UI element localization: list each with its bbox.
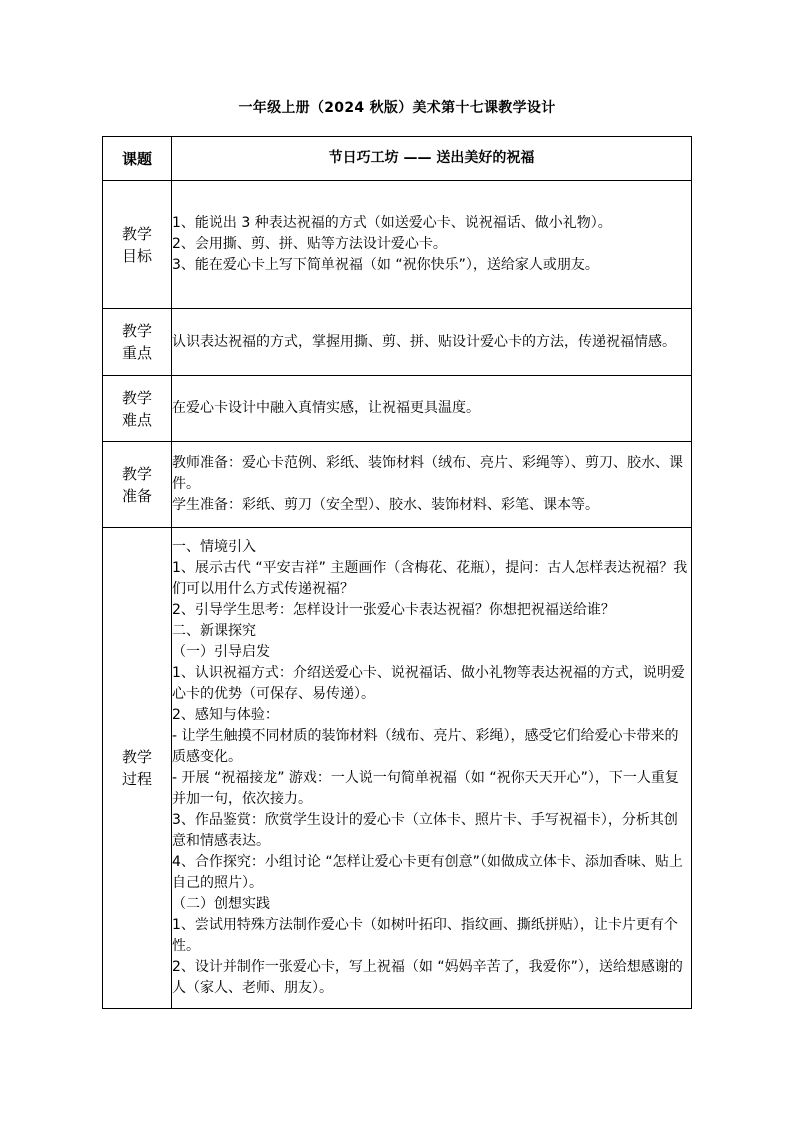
difficulties-row	[103, 376, 692, 442]
difficulties-label: 教学难点	[121, 388, 152, 429]
objectives-line: 1、能说出 3 种表达祝福的方式（如送爱心卡、说祝福话、做小礼物）。	[172, 215, 612, 231]
document-title: 一年级上册（2024 秋版）美术第十七课教学设计	[238, 100, 556, 116]
process-line: 3、作品鉴赏：欣赏学生设计的爱心卡（立体卡、照片卡、手写祝福卡），分析其创意和情感表达。	[172, 812, 678, 849]
process-line: 4、合作探究：小组讨论 “怎样让爱心卡更有创意”（如做成立体卡、添加香味、贴上自己的照片）。	[172, 854, 683, 891]
topic-value: 节日巧工坊 —— 送出美好的祝福	[172, 137, 692, 181]
process-line: 2、设计并制作一张爱心卡，写上祝福（如 “妈妈辛苦了，我爱你”），送给想感谢的人（家人、老师、朋友）。	[172, 959, 683, 996]
objectives-line: 2、会用撕、剪、拼、贴等方法设计爱心卡。	[172, 236, 447, 252]
process-line: 2、感知与体验：	[172, 707, 279, 723]
process-line: （一）引导启发	[172, 644, 270, 660]
preparation-line: 教师准备：爱心卡范例、彩纸、装饰材料（绒布、亮片、彩绳等）、剪刀、胶水、课件。	[172, 455, 683, 492]
objectives-label-cell	[103, 181, 172, 309]
objectives-content	[172, 181, 692, 309]
topic-row	[103, 137, 692, 181]
topic-label-cell	[103, 137, 172, 181]
preparation-line: 学生准备：彩纸、剪刀（安全型）、胶水、装饰材料、彩笔、课本等。	[172, 497, 599, 513]
process-label-cell	[103, 528, 172, 1009]
key-points-row	[103, 309, 692, 376]
process-content	[172, 528, 692, 1009]
key-points-content	[172, 309, 692, 376]
preparation-row	[103, 442, 692, 528]
process-row	[103, 528, 692, 1009]
process-line: - 让学生触摸不同材质的装饰材料（绒布、亮片、彩绳），感受它们给爱心卡带来的质感变化。	[172, 728, 679, 765]
difficulties-line: 在爱心卡设计中融入真情实感，让祝福更具温度。	[172, 400, 480, 416]
process-line: 1、尝试用特殊方法制作爱心卡（如树叶拓印、指纹画、撕纸拼贴），让卡片更有个性。	[172, 917, 678, 954]
preparation-content	[172, 442, 692, 528]
process-line: （二）创想实践	[172, 896, 270, 912]
objectives-label: 教学目标	[121, 224, 152, 265]
objectives-line: 3、能在爱心卡上写下简单祝福（如 “祝你快乐”），送给家人或朋友。	[172, 257, 599, 273]
difficulties-content	[172, 376, 692, 442]
process-line: - 开展 “祝福接龙” 游戏：一人说一句简单祝福（如 “祝你天天开心”），下一人重复并加一句，依次接力。	[172, 770, 679, 807]
key-points-label: 教学重点	[121, 322, 152, 362]
preparation-label-cell	[103, 442, 172, 528]
topic-label: 课题	[121, 149, 152, 168]
process-line: 1、认识祝福方式：介绍送爱心卡、说祝福话、做小礼物等表达祝福的方式，说明爱心卡的优势（可保存、易传递）。	[172, 665, 685, 702]
process-label: 教学过程	[121, 748, 152, 788]
lesson-plan-table	[102, 136, 692, 1009]
process-line: 二、新课探究	[172, 623, 256, 639]
preparation-label: 教学准备	[121, 464, 152, 505]
key-points-line: 认识表达祝福的方式，掌握用撕、剪、拼、贴设计爱心卡的方法，传递祝福情感。	[172, 333, 676, 350]
key-points-label-cell	[103, 309, 172, 376]
difficulties-label-cell	[103, 376, 172, 442]
process-line: 2、引导学生思考：怎样设计一张爱心卡表达祝福？你想把祝福送给谁？	[172, 602, 615, 618]
process-line: 1、展示古代 “平安吉祥” 主题画作（含梅花、花瓶），提问：古人怎样表达祝福？我们可以用什么方式传递祝福？	[172, 560, 688, 597]
objectives-row	[103, 181, 692, 309]
process-line: 一、情境引入	[172, 539, 256, 555]
